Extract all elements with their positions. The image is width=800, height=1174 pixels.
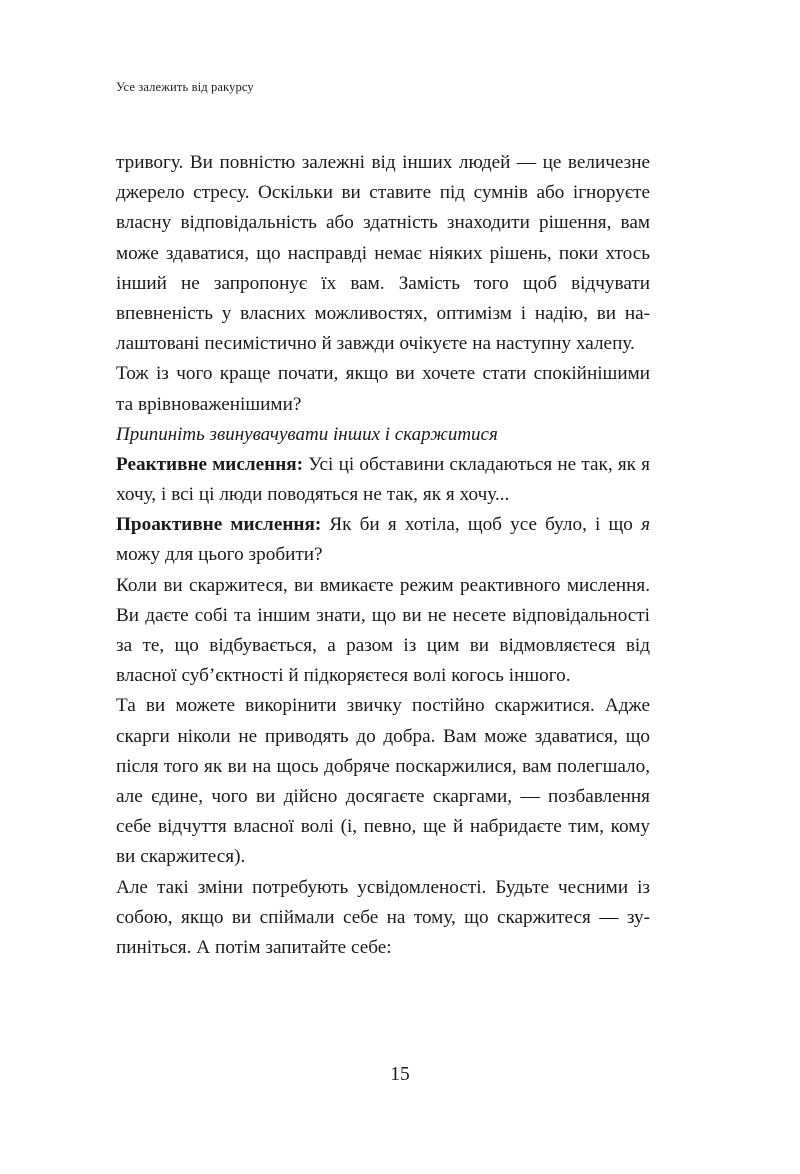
paragraph-1: тривогу. Ви повністю залежні від інших людей — це величезне джерело стресу. Оскільки ви ставите під сумнів або ігноруєте власну відповідальність або здатність знаходити рішення, вам може здаватися, що насправді немає ніяких рішень, поки хтось інший не запропонує їх вам. Замість того щоб відчувати впевненість у власних можливостях, оптимізм і надію, ви налаштовані песимістично й завжди очікуєте на наступну халепу.	[116, 152, 650, 355]
proactive-thinking-label: Проактивне мислення:	[116, 514, 322, 536]
text-column	[116, 148, 650, 963]
page-number: 15	[390, 1064, 410, 1085]
reactive-thinking-text: Усі ці обставини складаються не так, як я хочу, і всі ці люди поводяться не так, як я хочу...	[116, 453, 650, 506]
paragraph-3: Коли ви скаржитеся, ви вмикаєте режим реактивного мислення. Ви даєте собі та іншим знати, що ви не несете відповідальності за те, що відбувається, а разом із цим ви відмовляєтеся від власної суб’єктності й підкоряєтеся волі когось іншого.	[116, 574, 650, 687]
proactive-thinking-text-after: можу для цього зробити?	[116, 544, 323, 566]
reactive-thinking-paragraph	[116, 450, 650, 510]
paragraph-2: Тож із чого краще почати, якщо ви хочете стати спокійнішими та врівноваженішими?	[116, 363, 650, 415]
paragraph-4: Та ви можете викорінити звичку постійно скаржитися. Адже скарги ніколи не приводять до добра. Вам може здаватися, що після того як ви на щось добряче поскаржилися, вам полегшало, але єдине, чого ви дійсно досягаєте скаргами, — позбавлення себе відчуття власної волі (і, певно, ще й набридаєте тим, кому ви скаржитеся).	[116, 695, 650, 868]
reactive-thinking-label: Реактивне мислення:	[116, 453, 304, 475]
section-subheading: Припиніть звинувачувати інших і скаржитися	[116, 423, 498, 445]
proactive-thinking-paragraph	[116, 510, 650, 570]
proactive-thinking-text-before: Як би я хотіла, щоб усе було, і що	[321, 514, 642, 536]
running-header: Усе залежить від ракурсу	[116, 80, 254, 94]
paragraph-5: Але такі зміни потребують усвідомленості. Будьте чесними із собою, якщо ви спіймали себе на тому, що скаржитеся — зупиніться. А потім запитайте себе:	[116, 876, 650, 959]
proactive-thinking-emphasis: я	[641, 514, 650, 536]
